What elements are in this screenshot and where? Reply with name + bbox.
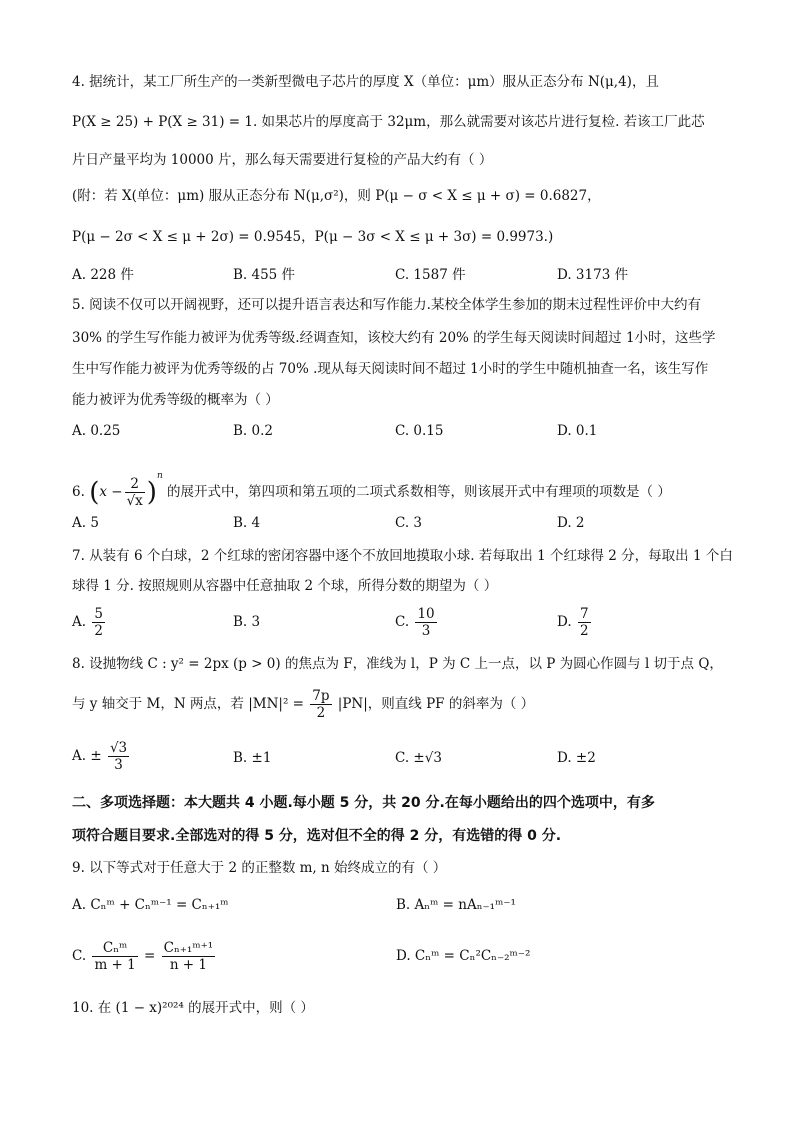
q6-expr-x: x − bbox=[99, 484, 123, 500]
q9-option-c bbox=[72, 936, 217, 976]
q5-line-3: 生中写作能力被评为优秀等级的占 70% .现从每天阅读时间不超过 1小时的学生中随机抽查一名，该生写作 bbox=[72, 361, 709, 377]
q9-option-a: A. Cₙᵐ + Cₙᵐ⁻¹ = Cₙ₊₁ᵐ bbox=[72, 897, 229, 913]
q6-option-a: A. 5 bbox=[72, 515, 99, 531]
q8-line-2-fraction bbox=[310, 688, 331, 721]
section-2-heading-line-2: 项符合题目要求.全部选对的得 5 分，选对但不全的得 2 分，有选错的得 0 分. bbox=[72, 828, 562, 844]
q6-exponent: n bbox=[156, 471, 163, 481]
q9-option-c-right-numerator: Cₙ₊₁ᵐ⁺¹ bbox=[163, 940, 214, 956]
q4-option-d: D. 3173 件 bbox=[557, 267, 629, 283]
q9-option-c-right-denominator: n + 1 bbox=[169, 957, 207, 973]
q8-line-2-prefix: 与 y 轴交于 M，N 两点，若 |MN|² = bbox=[72, 696, 304, 712]
q5-line-1: 5. 阅读不仅可以开阔视野，还可以提升语言表达和写作能力.某校全体学生参加的期末过程性评价中大约有 bbox=[72, 297, 701, 313]
q8-option-a-numerator: √3 bbox=[109, 740, 128, 756]
q7-option-d-numerator: 7 bbox=[579, 606, 589, 622]
q9-option-c-left-denominator: m + 1 bbox=[94, 957, 136, 973]
q6-option-c: C. 3 bbox=[395, 515, 423, 531]
q5-option-a: A. 0.25 bbox=[72, 423, 121, 439]
q7-option-c-fraction bbox=[415, 606, 436, 639]
q4-line-2: P(X ≥ 25) + P(X ≥ 31) = 1. 如果芯片的厚度高于 32μm，那么就需要对该芯片进行复检. 若该工厂此芯 bbox=[72, 114, 705, 130]
q8-line-2-denominator: 2 bbox=[316, 705, 326, 721]
q6-right-paren: ) bbox=[146, 477, 157, 508]
q8-line-2-suffix: |PN|，则直线 PF 的斜率为（ ） bbox=[337, 696, 535, 712]
q6-fraction-denominator: √x bbox=[126, 493, 143, 509]
q7-option-a-numerator: 5 bbox=[94, 606, 103, 622]
q4-option-b: B. 455 件 bbox=[233, 267, 296, 283]
q7-option-a bbox=[72, 604, 107, 640]
q9-option-b: B. Aₙᵐ = nAₙ₋₁ᵐ⁻¹ bbox=[396, 897, 516, 913]
q9-option-c-label: C. bbox=[72, 948, 87, 964]
q6-option-b: B. 4 bbox=[233, 515, 261, 531]
q4-line-1: 4. 据统计，某工厂所生产的一类新型微电子芯片的厚度 X（单位：μm）服从正态分布 N(μ,4)，且 bbox=[72, 74, 659, 90]
q4-line-3: 片日产量平均为 10000 片，那么每天需要进行复检的产品大约有（ ） bbox=[72, 152, 493, 168]
q5-option-d: D. 0.1 bbox=[557, 423, 598, 439]
q8-option-b: B. ±1 bbox=[233, 750, 272, 766]
q9-option-c-equals: = bbox=[144, 948, 156, 964]
q9-option-c-left-numerator: Cₙᵐ bbox=[92, 940, 137, 957]
q9-option-c-fraction-right bbox=[162, 940, 216, 973]
q8-line-1: 8. 设抛物线 C : y² = 2px (p > 0) 的焦点为 F，准线为 l，P 为 C 上一点，以 P 为圆心作圆与 l 切于点 Q， bbox=[72, 656, 723, 672]
q7-option-a-fraction bbox=[92, 606, 105, 639]
q8-option-a bbox=[72, 738, 131, 774]
q7-option-d bbox=[557, 604, 593, 640]
q7-option-d-label: D. bbox=[557, 614, 572, 630]
q4-option-c: C. 1587 件 bbox=[395, 267, 466, 283]
q7-option-d-fraction bbox=[578, 606, 591, 639]
q7-option-c bbox=[395, 604, 439, 640]
q5-option-b: B. 0.2 bbox=[233, 423, 273, 439]
q9-option-c-fraction-left bbox=[92, 940, 137, 973]
q7-option-c-denominator: 3 bbox=[421, 623, 431, 639]
q7-option-c-label: C. bbox=[395, 614, 410, 630]
q4-option-a: A. 228 件 bbox=[72, 267, 134, 283]
q9-option-d: D. Cₙᵐ = Cₙ²Cₙ₋₂ᵐ⁻² bbox=[396, 948, 531, 964]
q7-option-b: B. 3 bbox=[233, 614, 261, 630]
q4-line-4: (附：若 X(单位：μm) 服从正态分布 N(μ,σ²)，则 P(μ − σ < X ≤ μ + σ) = 0.6827， bbox=[72, 188, 601, 204]
q9-line-1: 9. 以下等式对于任意大于 2 的正整数 m, n 始终成立的有（ ） bbox=[72, 860, 447, 876]
q5-line-2: 30% 的学生写作能力被评为优秀等级.经调查知，该校大约有 20% 的学生每天阅读时间超过 1小时，这些学 bbox=[72, 330, 716, 346]
q8-option-d: D. ±2 bbox=[557, 750, 596, 766]
section-2-heading-line-1: 二、多项选择题：本大题共 4 小题.每小题 5 分，共 20 分.在每小题给出的四个选项中，有多 bbox=[72, 795, 655, 811]
q8-option-a-fraction bbox=[108, 740, 129, 773]
q5-line-4: 能力被评为优秀等级的概率为（ ） bbox=[72, 392, 279, 408]
q7-option-d-denominator: 2 bbox=[579, 623, 589, 639]
q8-option-c: C. ±√3 bbox=[395, 750, 442, 766]
q6-fraction-numerator: 2 bbox=[125, 476, 145, 493]
q6-text: 的展开式中，第四项和第五项的二项式系数相等，则该展开式中有理项的项数是（ ） bbox=[167, 484, 671, 500]
q7-option-a-label: A. bbox=[72, 614, 87, 630]
q6-line-1 bbox=[72, 456, 671, 509]
q6-left-paren: ( bbox=[89, 477, 100, 508]
q6-number: 6. bbox=[72, 484, 85, 500]
q5-option-c: C. 0.15 bbox=[395, 423, 444, 439]
q7-option-c-numerator: 10 bbox=[417, 606, 435, 622]
q7-line-2: 球得 1 分. 按照规则从容器中任意抽取 2 个球，所得分数的期望为（ ） bbox=[72, 578, 498, 594]
q8-option-a-denominator: 3 bbox=[114, 757, 123, 773]
q4-line-5: P(μ − 2σ < X ≤ μ + 2σ) = 0.9545，P(μ − 3σ < X ≤ μ + 3σ) = 0.9973.) bbox=[72, 229, 554, 245]
q7-option-a-denominator: 2 bbox=[94, 623, 103, 639]
q10-line-1: 10. 在 (1 − x)²⁰²⁴ 的展开式中，则（ ） bbox=[72, 1000, 314, 1016]
q8-option-a-label: A. ± bbox=[72, 748, 102, 764]
q6-fraction bbox=[125, 476, 145, 509]
q8-line-2 bbox=[72, 686, 534, 722]
q6-option-d: D. 2 bbox=[557, 515, 585, 531]
q8-line-2-numerator: 7p bbox=[312, 688, 330, 704]
q7-line-1: 7. 从装有 6 个白球，2 个红球的密闭容器中逐个不放回地摸取小球. 若每取出 1 个红球得 2 分，每取出 1 个白 bbox=[72, 548, 733, 564]
